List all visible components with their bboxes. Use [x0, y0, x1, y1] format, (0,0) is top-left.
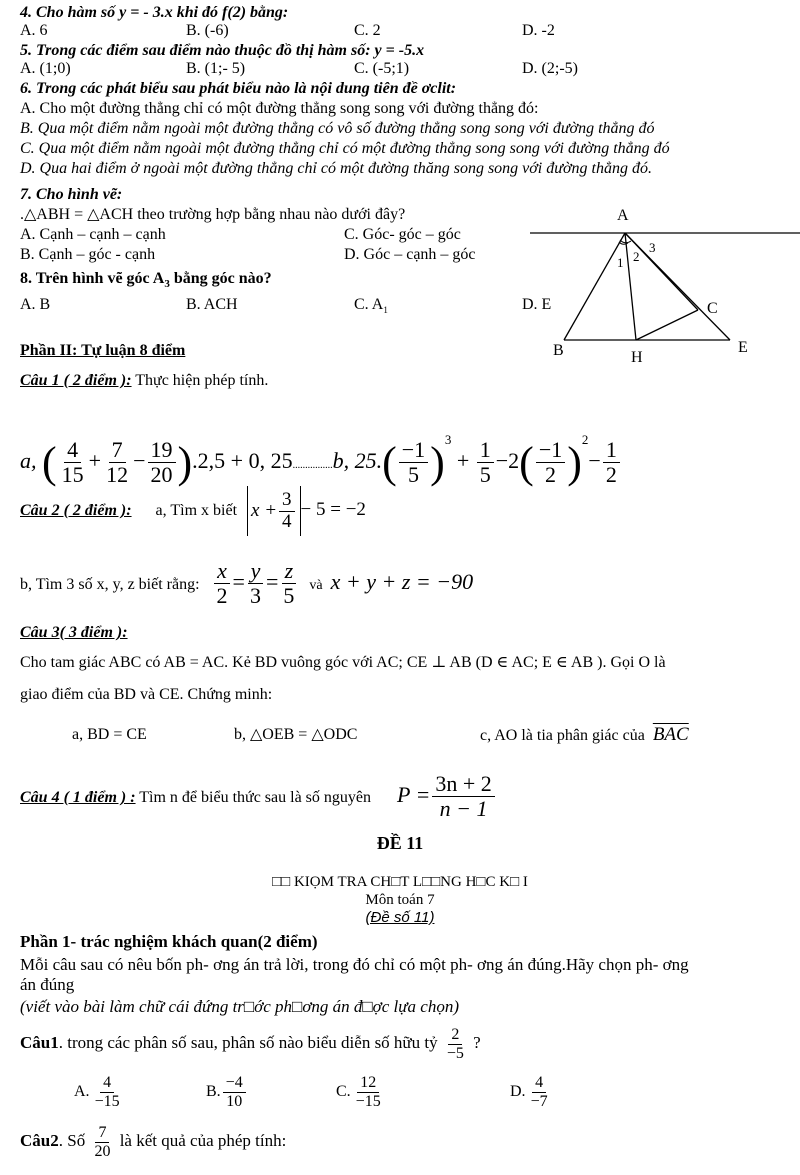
q7-title: 7. Cho hình vẽ:	[20, 186, 123, 203]
cau1-heading: Câu 1 ( 2 điểm ): Thực hiện phép tính.	[20, 372, 269, 389]
figure-label-b: B	[553, 342, 564, 359]
q8-option-d: D. E	[522, 296, 552, 313]
figure-label-3: 3	[649, 240, 656, 255]
de11-cau1-option-c: C. $\frac{12}{-15}$	[336, 1074, 381, 1110]
q8-title: 8. Trên hình vẽ góc $A_3$ bằng góc nào?	[20, 270, 272, 291]
q5-option-b: B. (1;- 5)	[186, 60, 246, 77]
q6-title: 6. Trong các phát biểu sau phát biểu nào là nội dung tiên đề ơclit:	[20, 80, 457, 97]
q7-option-d: D. Góc – cạnh – góc	[344, 246, 476, 263]
figure-line-ab	[564, 233, 625, 340]
cau3-part-c: c, AO là tia phân giác của $\overline{BAC}$	[480, 724, 689, 745]
de11-intro-1: Mỗi câu sau có nêu bốn ph- ơng án trả lời, trong đó chỉ có một ph- ơng án đúng.Hãy chọn ph- ơng	[20, 955, 689, 974]
cau3-part-b: b, △OEB = △ODC	[234, 726, 358, 743]
de11-header: □□ KIỌM TRA CH□T L□□NG H□C K□ I	[272, 874, 528, 890]
q8-option-c: C. $A_1$	[354, 296, 388, 316]
q8-option-b: B. ACH	[186, 296, 238, 313]
figure-label-h: H	[631, 349, 643, 366]
cau2-a: Câu 2 ( 2 điểm ): a, Tìm x biết x + $\frac{3}{4}$ − 5 = −2	[20, 485, 366, 539]
q7-stem: .△ABH = △ACH theo trường hợp bằng nhau nào dưới đây?	[20, 206, 406, 223]
figure-label-c: C	[707, 300, 718, 317]
figure-line-hc	[636, 310, 698, 340]
cau1-expression: a, ( $\frac{4}{15}$ + $\frac{7}{12}$ − $\frac{19}{20}$ ).2,5 + 0, 25................b, 25.( $\frac{-1}{5}$ )$^3$ + $\frac{1}{5}$ −2( $\frac{-1}{2}$ )$^2$− $\frac{1}{2}$	[20, 405, 622, 475]
de11-cau1-option-d: D. $\frac{4}{-7}$	[510, 1074, 548, 1110]
q7-option-c: C. Góc- góc – góc	[344, 226, 461, 243]
de11-intro-3: (viết vào bài làm chữ cái đứng tr□ớc ph□ơng án đ□ợc lựa chọn)	[20, 997, 459, 1016]
q4-option-d: D. -2	[522, 22, 555, 39]
cau2-b: b, Tìm 3 số x, y, z biết rằng: $\frac{x}{2}$ = $\frac{y}{3}$ = $\frac{z}{5}$ và x + y + z = −90	[20, 558, 474, 609]
de11-cau1: Câu1. trong các phân số sau, phân số nào biểu diễn số hữu tỷ $\frac{2}{-5}$ ?	[20, 1026, 481, 1062]
figure-label-2: 2	[633, 249, 640, 264]
de11-cau1-option-b: B. $\frac{-4}{10}$	[206, 1070, 248, 1116]
figure-label-e: E	[738, 339, 748, 356]
q7-option-a: A. Cạnh – cạnh – cạnh	[20, 226, 166, 243]
cau3-line2: giao điểm của BD và CE. Chứng minh:	[20, 686, 273, 703]
cau3-part-a: a, BD = CE	[72, 726, 147, 743]
cau3-line1: Cho tam giác ABC có AB = AC. Kẻ BD vuông góc với AC; CE ⊥ AB (D ∈ AC; E ∈ AB ). Gọi O là	[20, 654, 666, 671]
part2-title: Phần II: Tự luận 8 điểm	[20, 342, 186, 359]
figure-label-a: A	[617, 207, 629, 224]
q6-option-b: B. Qua một điểm nằm ngoài một đường thẳng có vô số đường thẳng song song với đường thẳng đó	[20, 120, 655, 137]
triangle-figure	[520, 200, 800, 375]
de11-subject: Môn toán 7	[365, 892, 435, 908]
de11-cau2: Câu2. Số $\frac{7}{20}$ là kết quả của phép tính:	[20, 1124, 287, 1160]
figure-line-ac	[625, 233, 698, 310]
q4-option-b: B. (-6)	[186, 22, 229, 39]
q6-option-c: C. Qua một điểm nằm ngoài một đường thẳng chỉ có một đường thẳng song song với đường thẳng đó	[20, 140, 670, 157]
q5-title: 5. Trong các điểm sau điểm nào thuộc đồ thị hàm số: y = -5.x	[20, 42, 425, 59]
q6-option-a: A. Cho một đường thẳng chỉ có một đường thẳng song song với đường thẳng đó:	[20, 100, 539, 117]
de11-part1: Phần 1- trác nghiệm khách quan(2 điểm)	[20, 932, 318, 951]
cau3-heading: Câu 3( 3 điểm ):	[20, 624, 128, 641]
q5-option-d: D. (2;-5)	[522, 60, 578, 77]
de11-intro-2: án đúng	[20, 975, 75, 994]
de11-title: ĐỀ 11	[376, 833, 424, 853]
q4-title: 4. Cho hàm số y = - 3.x khi đó f(2) bằng:	[20, 4, 289, 21]
figure-label-1: 1	[617, 255, 624, 270]
q5-option-a: A. (1;0)	[20, 60, 71, 77]
q7-option-b: B. Cạnh – góc - cạnh	[20, 246, 156, 263]
cau4: Câu 4 ( 1 điểm ) : Tìm n để biểu thức sau là số nguyên P = $\frac{3n + 2}{n - 1}$	[20, 766, 497, 826]
q6-option-d: D. Qua hai điểm ở ngoài một đường thẳng chỉ có một đường thăng song song với đường thẳng đó.	[20, 160, 652, 177]
de11-cau1-option-a: A. $\frac{4}{-15}$	[74, 1074, 120, 1110]
de11-number: (Đề số 11)	[365, 909, 435, 926]
q4-option-a: A. 6	[20, 22, 48, 39]
q5-option-c: C. (-5;1)	[354, 60, 410, 77]
q4-option-c: C. 2	[354, 22, 381, 39]
q8-option-a: A. B	[20, 296, 51, 313]
